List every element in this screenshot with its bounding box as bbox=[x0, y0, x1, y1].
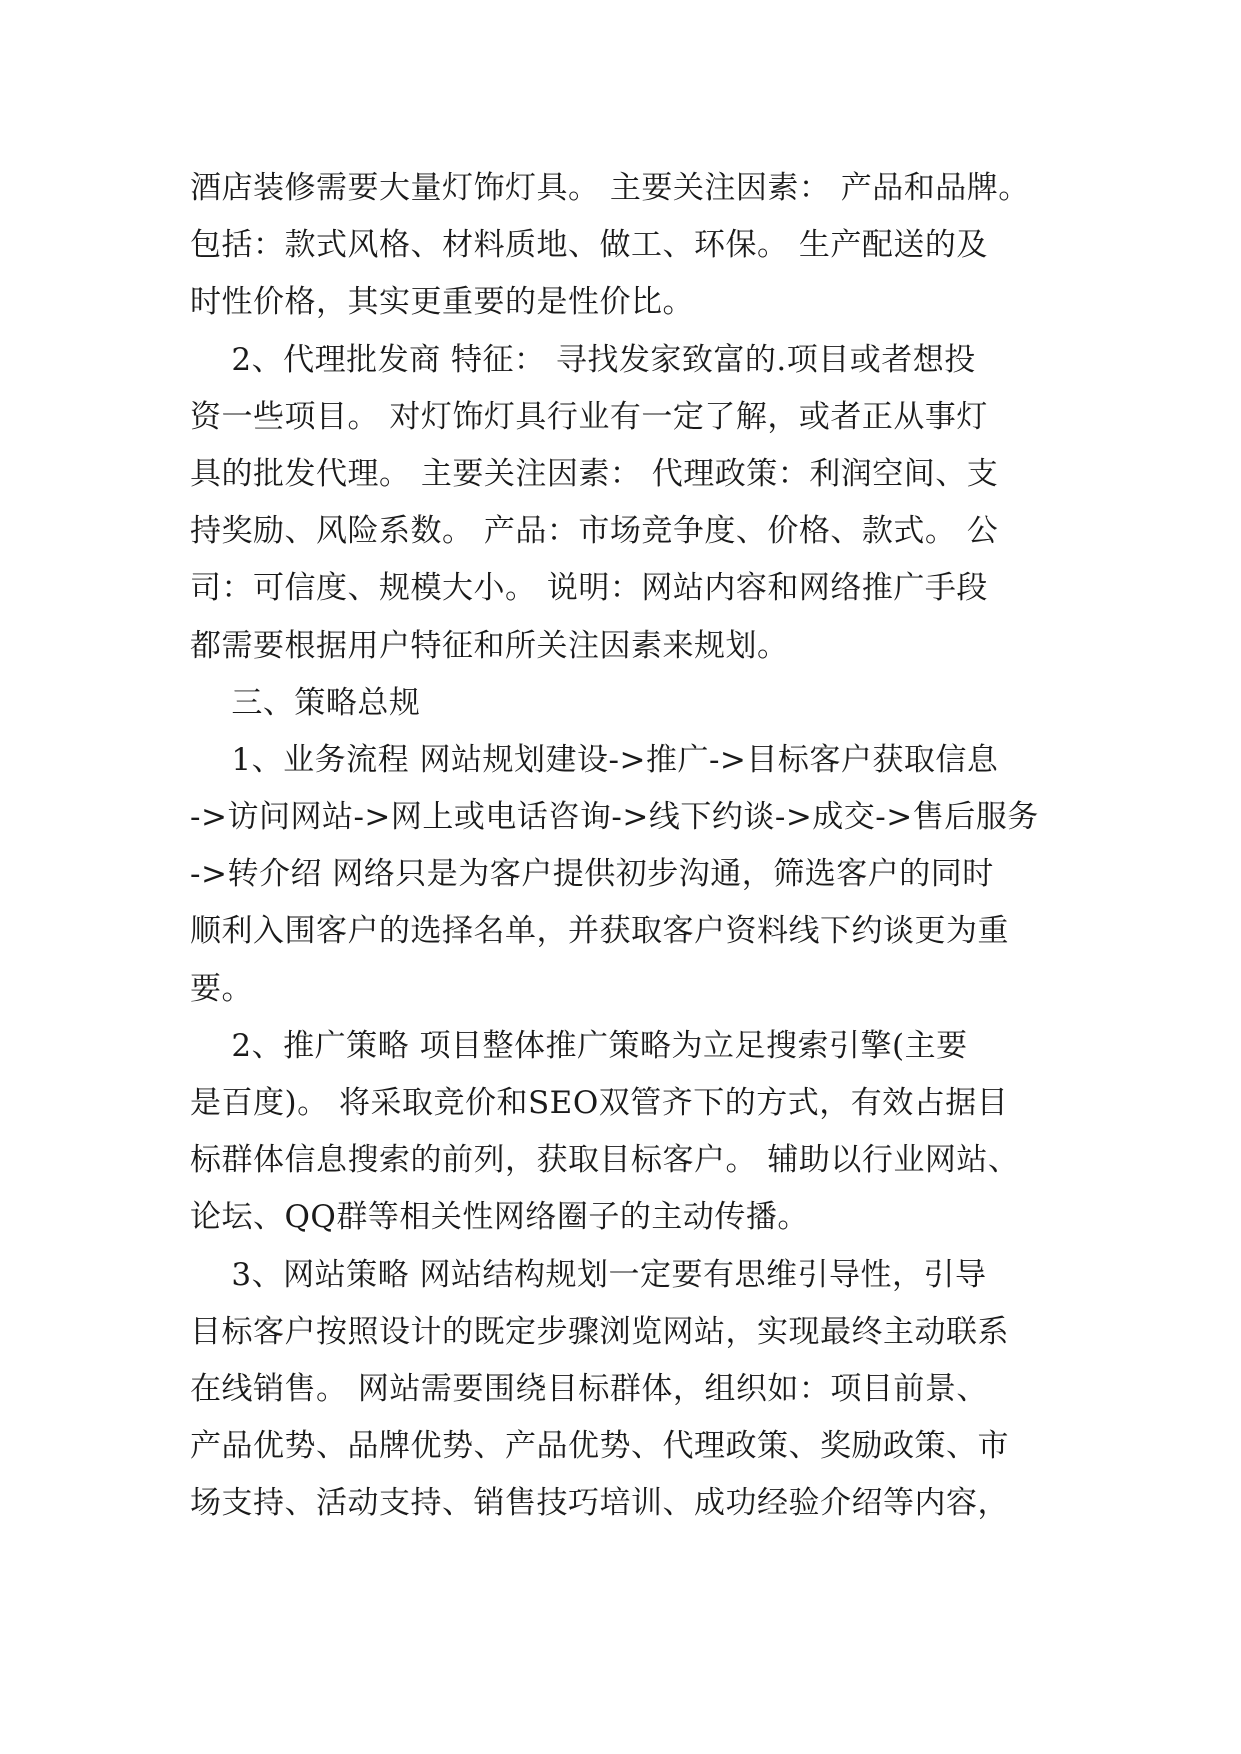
text-line: 持奖励、风险系数。 产品：市场竞争度、价格、款式。 公 bbox=[190, 513, 999, 550]
text-line: 都需要根据用户特征和所关注因素来规划。 bbox=[190, 627, 789, 664]
text-line: 酒店装修需要大量灯饰灯具。 主要关注因素： 产品和品牌。 bbox=[190, 170, 1030, 206]
text-line: 3、网站策略 网站结构规划一定要有思维引导性，引导 bbox=[190, 1256, 987, 1293]
text-line: 2、代理批发商 特征： 寻找发家致富的.项目或者想投 bbox=[190, 341, 976, 378]
document-body bbox=[190, 160, 1070, 1533]
text-line: ->访问网站->网上或电话咨询->线下约谈->成交->售后服务 bbox=[190, 799, 1039, 836]
text-line: 具的批发代理。 主要关注因素： 代理政策：利润空间、支 bbox=[190, 455, 999, 492]
text-line: 顺利入围客户的选择名单，并获取客户资料线下约谈更为重 bbox=[190, 913, 1009, 950]
text-line: 要。 bbox=[190, 970, 253, 1007]
text-line: 时性价格，其实更重要的是性价比。 bbox=[190, 284, 694, 321]
text-line: 场支持、活动支持、销售技巧培训、成功经验介绍等内容， bbox=[190, 1485, 1009, 1522]
text-line: 资一些项目。 对灯饰灯具行业有一定了解，或者正从事灯 bbox=[190, 398, 988, 435]
text-line: 1、业务流程 网站规划建设->推广->目标客户获取信息 bbox=[190, 741, 999, 778]
text-line: 标群体信息搜索的前列，获取目标客户。 辅助以行业网站、 bbox=[190, 1142, 1020, 1179]
text-line: 包括：款式风格、材料质地、做工、环保。 生产配送的及 bbox=[190, 227, 988, 264]
text-line: 产品优势、品牌优势、产品优势、代理政策、奖励政策、市 bbox=[190, 1428, 1009, 1465]
text-line: 论坛、QQ群等相关性网络圈子的主动传播。 bbox=[190, 1199, 809, 1236]
text-line: 目标客户按照设计的既定步骤浏览网站，实现最终主动联系 bbox=[190, 1313, 1009, 1350]
section-heading: 三、策略总规 bbox=[190, 684, 421, 721]
text-line: 司：可信度、规模大小。 说明：网站内容和网络推广手段 bbox=[190, 570, 988, 607]
text-line: 2、推广策略 项目整体推广策略为立足搜索引擎(主要 bbox=[190, 1027, 968, 1064]
text-line: ->转介绍 网络只是为客户提供初步沟通，筛选客户的同时 bbox=[190, 856, 994, 893]
text-line: 在线销售。 网站需要围绕目标群体，组织如：项目前景、 bbox=[190, 1370, 988, 1407]
text-line: 是百度)。 将采取竞价和SEO双管齐下的方式，有效占据目 bbox=[190, 1085, 1009, 1121]
